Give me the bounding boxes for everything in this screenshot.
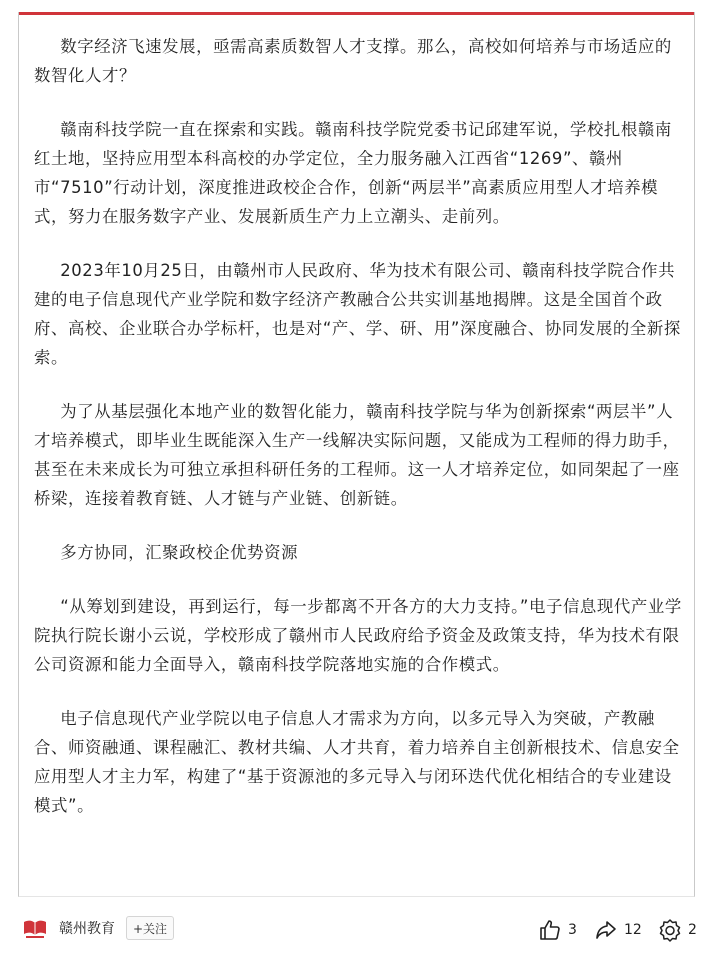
article-paragraph: 2023年10月25日，由赣州市人民政府、华为技术有限公司、赣南科技学院合作共建的电子信息现代产业学院和数字经济产教融合公共实训基地揭牌。这是全国首个政府、高校、企业联合办学标杆，也是对“产、学、研、用”深度融合、协同发展的全新探索。 bbox=[34, 261, 681, 367]
thumbs-up-icon bbox=[538, 918, 562, 942]
article-paragraph: 为了从基层强化本地产业的数智化能力，赣南科技学院与华为创新探索“两层半”人才培养模式，即毕业生既能深入生产一线解决实际问题，又能成为工程师的得力助手，甚至在未来成长为可独立承担科研任务的工程师。这一人才培养定位，如同架起了一座桥梁，连接着教育链、人才链与产业链、创新链。 bbox=[34, 402, 680, 508]
book-logo-icon[interactable] bbox=[22, 918, 48, 940]
share-count: 12 bbox=[624, 922, 642, 938]
collect-count: 2 bbox=[688, 922, 697, 938]
share-arrow-icon bbox=[594, 918, 618, 942]
like-count: 3 bbox=[568, 922, 577, 938]
article-paragraph: 数字经济飞速发展，亟需高素质数智人才支撑。那么，高校如何培养与市场适应的数智化人才？ bbox=[34, 37, 672, 85]
follow-button[interactable]: +关注 bbox=[126, 916, 174, 940]
share-button[interactable] bbox=[594, 917, 642, 943]
article-paragraph: “从筹划到建设，再到运行，每一步都离不开各方的大力支持。”电子信息现代产业学院执行院长谢小云说，学校形成了赣州市人民政府给予资金及政策支持，华为技术有限公司资源和能力全面导入，赣南科技学院落地实施的合作模式。 bbox=[34, 597, 682, 674]
article-paragraph: 赣南科技学院一直在探索和实践。赣南科技学院党委书记邱建军说，学校扎根赣南红土地，坚持应用型本科高校的办学定位，全力服务融入江西省“1269”、赣州市“7510”行动计划，深度推进政校企合作，创新“两层半”高素质应用型人才培养模式，努力在服务数字产业、发展新质生产力上立潮头、走前列。 bbox=[34, 120, 672, 226]
article-subheading: 多方协同，汇聚政校企优势资源 bbox=[60, 543, 299, 562]
article-paragraph: 电子信息现代产业学院以电子信息人才需求为方向，以多元导入为突破，产教融合、师资融通、课程融汇、教材共编、人才共育，着力培养自主创新根技术、信息安全应用型人才主力军，构建了“基于资源池的多元导入与闭环迭代优化相结合的专业建设模式”。 bbox=[34, 709, 680, 815]
award-badge-icon bbox=[658, 918, 682, 942]
article-body bbox=[34, 32, 686, 845]
author-name[interactable]: 赣州教育 bbox=[59, 921, 115, 937]
collect-button[interactable] bbox=[658, 917, 697, 943]
bottom-action-bar bbox=[0, 897, 714, 965]
like-button[interactable] bbox=[538, 917, 577, 943]
